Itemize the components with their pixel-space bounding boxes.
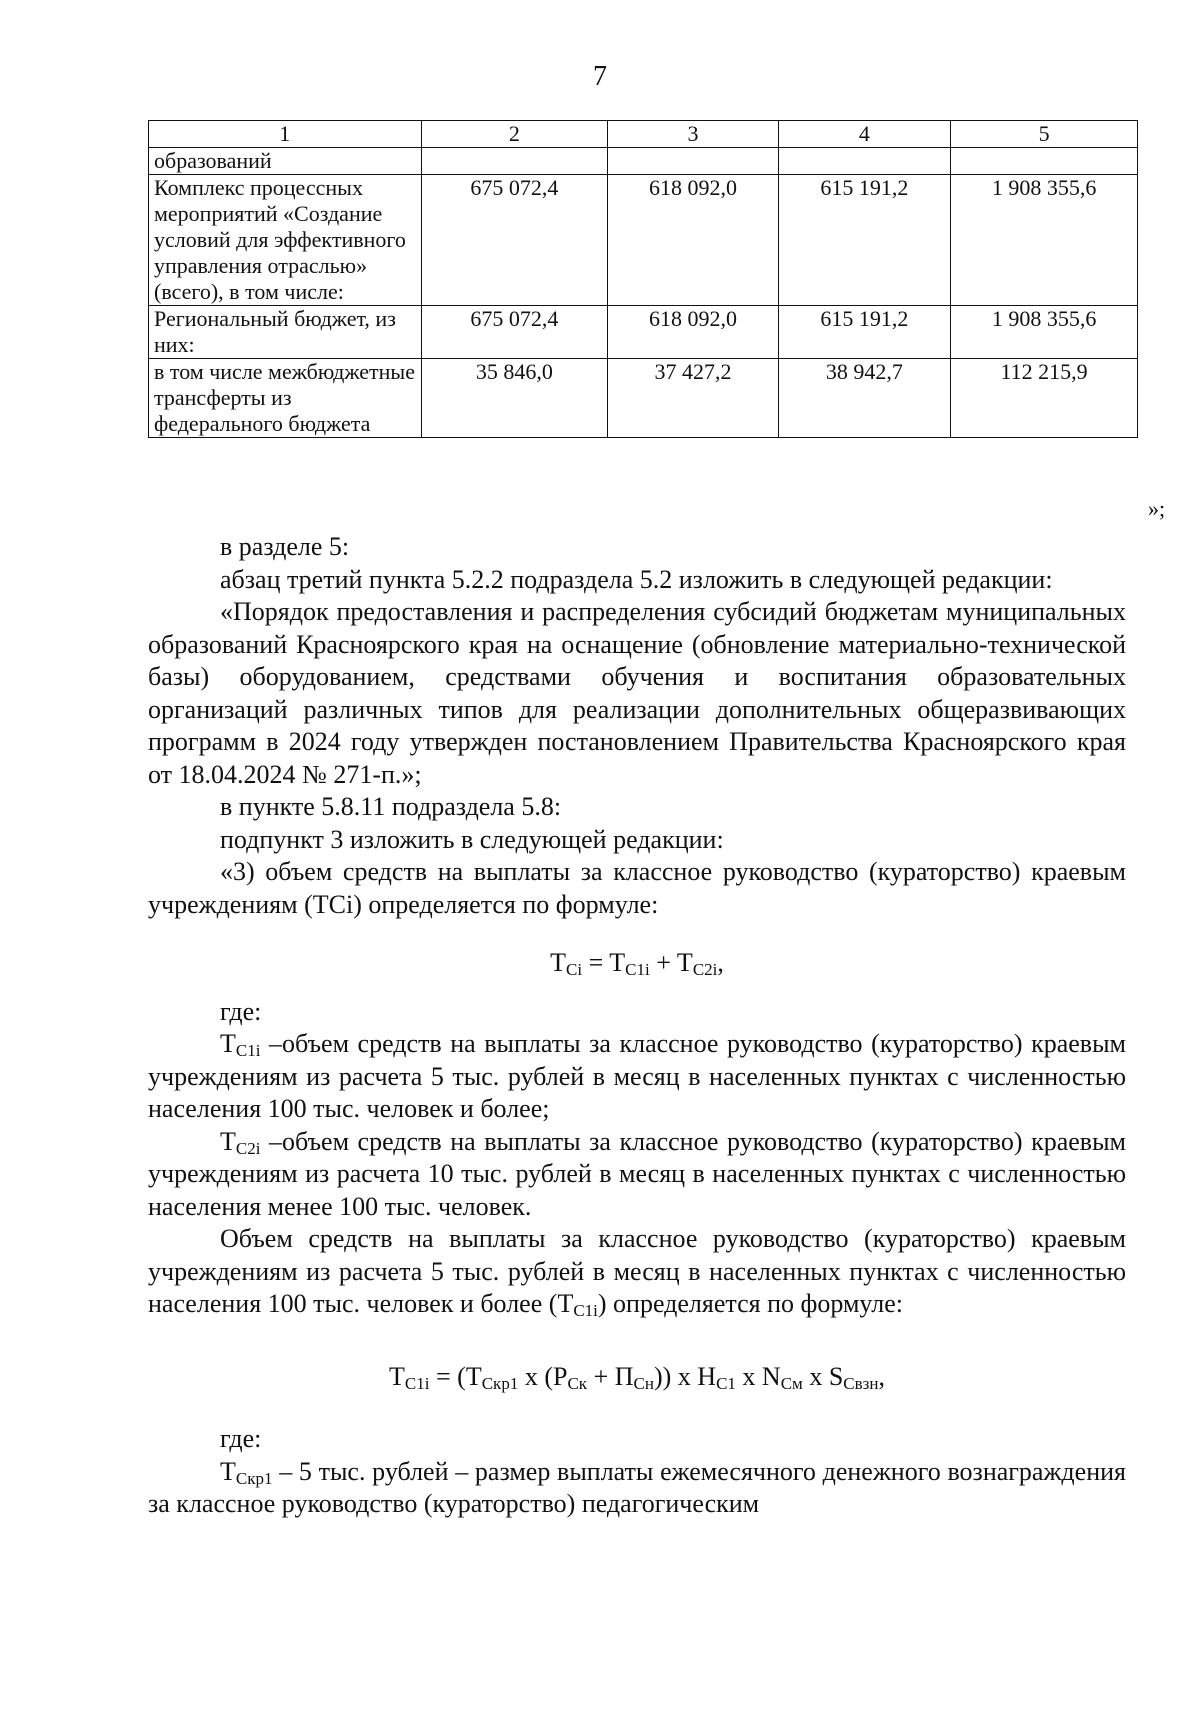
table-cell (608, 148, 778, 175)
formula-symbol: T (220, 1126, 236, 1156)
formula-symbol: T (557, 1289, 574, 1318)
table-cell: 37 427,2 (608, 359, 778, 438)
paragraph: в пункте 5.8.11 подраздела 5.8: (220, 792, 562, 821)
table-cell: 1 908 355,6 (951, 175, 1138, 306)
table-cell-label: образований (149, 148, 422, 175)
table-header-cell: 3 (608, 121, 778, 148)
paragraph: «3) объем средств на выплаты за классное руководство (кураторство) краевым учреждениям (TCi) определяется по формуле: (148, 857, 1126, 919)
definition-tc1i (148, 1028, 1126, 1126)
definition-text: –объем средств на выплаты за классное руководство (кураторство) краевым учреждениям из расчета 5 тыс. рублей в месяц в населенных пунктах с численностью населения 100 тыс. человек и более; (148, 1029, 1127, 1123)
table-cell (951, 148, 1138, 175)
definition-text: – 5 тыс. рублей – размер выплаты ежемесячного денежного вознаграждения за классное руководство (кураторство) педагогическим (148, 1456, 1126, 1518)
table-header-cell: 1 (149, 121, 422, 148)
formula-symbol: T (609, 948, 626, 977)
table-row (149, 148, 1138, 175)
table-cell: 35 846,0 (421, 359, 608, 438)
table-row (149, 359, 1138, 438)
formula-subscript: C1i (573, 1301, 598, 1320)
formula-symbol: T (550, 948, 566, 977)
formula-symbol: T (220, 1456, 236, 1486)
definition-text: –объем средств на выплаты за классное руководство (кураторство) краевым учреждениям из расчета 10 тыс. рублей в месяц в населенных пунктах с численностью населения менее 100 тыс. человек. (148, 1126, 1127, 1221)
table-row (149, 306, 1138, 359)
formula-subscript: Ci (566, 960, 583, 979)
formula-symbol: T (676, 948, 693, 977)
paragraph-where: где: (220, 1424, 262, 1453)
paragraph: абзац третий пункта 5.2.2 подраздела 5.2 изложить в следующей редакции: (220, 564, 1053, 594)
table-cell-label: в том числе межбюджетные трансферты из федерального бюджета (149, 359, 422, 438)
paragraph-text: Объем средств на выплаты за классное руководство (кураторство) краевым учреждениям из расчета 5 тыс. рублей в месяц в населенных пунктах с численностью населения 100 тыс. человек и более ( (148, 1224, 1126, 1318)
table-cell: 1 908 355,6 (951, 306, 1138, 359)
formula-operator: + (649, 948, 677, 977)
table-header-row (149, 121, 1138, 148)
table-cell: 618 092,0 (608, 306, 778, 359)
formula-tci (148, 947, 1126, 980)
table-cell (778, 148, 951, 175)
budget-table (148, 120, 1138, 438)
table-cell-label: Региональный бюджет, из них: (149, 306, 422, 359)
table-cell: 675 072,4 (421, 175, 608, 306)
paragraph-text: ) определяется по формуле: (597, 1289, 903, 1318)
table-cell: 675 072,4 (421, 306, 608, 359)
table-cell: 618 092,0 (608, 175, 778, 306)
definition-tc2i (148, 1126, 1126, 1224)
formula-subscript: C1i (235, 1041, 261, 1060)
formula-subscript: C1i (625, 960, 650, 979)
formula-symbol: T (220, 1029, 236, 1058)
formula-subscript: Cкр1 (235, 1468, 273, 1488)
formula-tc1i: $T_{C1i} = (T_{Cкр1}$ x $(Р_{Cк} + П_{Cн})$) x $Н_{C1}$ x $N_{Cм}$ x $S_{Cвзн}$, (389, 1361, 885, 1393)
table-row (149, 175, 1138, 306)
table-header-cell: 2 (421, 121, 608, 148)
table-cell-label: Комплекс процессных мероприятий «Создание условий для эффективного управления отраслью» (всего), в том числе: (149, 175, 422, 306)
formula-operator: = (582, 948, 610, 977)
paragraph (148, 1223, 1126, 1321)
paragraph: «Порядок предоставления и распределения субсидий бюджетам муниципальных образований Красноярского края на оснащение (обновление материально-технической базы) оборудованием, средствами обучения и воспитания образовательных организаций различных типов для реализации дополнительных общеразвивающих программ в 2024 году утвержден постановлением Правительства Красноярского края от 18.04.2024 № 271-п.»; (148, 597, 1126, 789)
table-cell: 38 942,7 (778, 359, 951, 438)
table-cell: 615 191,2 (778, 306, 951, 359)
table-cell (421, 148, 608, 175)
table-cell: 112 215,9 (951, 359, 1138, 438)
table-header-cell: 5 (951, 121, 1138, 148)
table-cell: 615 191,2 (778, 175, 951, 306)
table-header-cell: 4 (778, 121, 951, 148)
formula-subscript: C2i (692, 960, 718, 979)
paragraph-where: где: (220, 996, 262, 1026)
paragraph: в разделе 5: (220, 532, 350, 561)
formula-subscript: C2i (235, 1138, 261, 1158)
document-body (148, 531, 1126, 1521)
table-closing-mark: »; (1148, 496, 1166, 521)
formula-operator: , (717, 948, 724, 977)
page-number: 7 (593, 61, 607, 92)
paragraph: подпункт 3 изложить в следующей редакции: (220, 824, 724, 854)
definition-tckp1 (148, 1456, 1126, 1521)
